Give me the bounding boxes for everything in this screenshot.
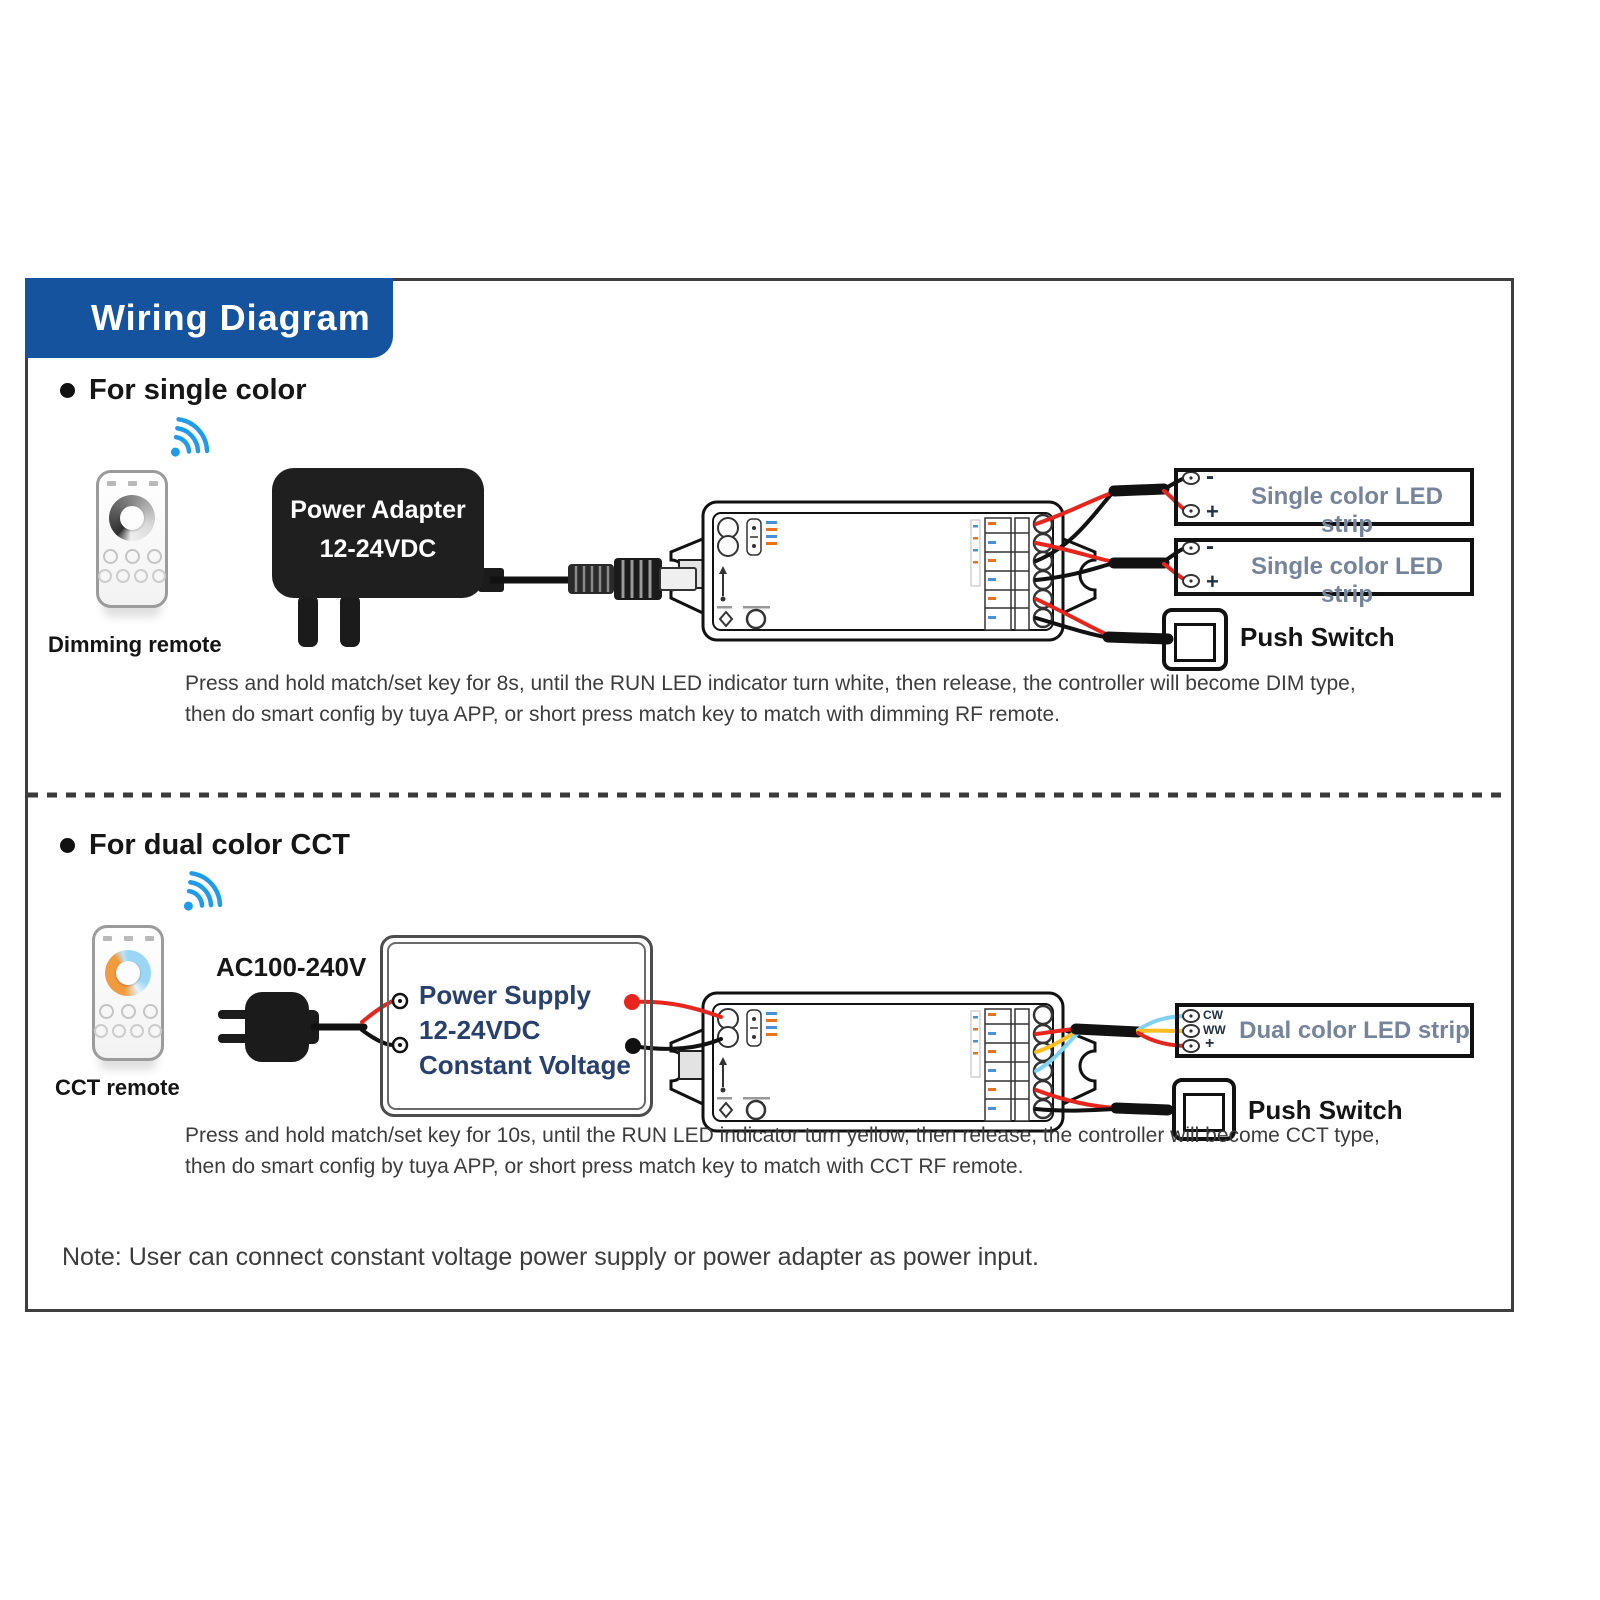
remote-top-buttons [107,481,158,486]
dc-barrel-plug [478,558,696,600]
adapter-prongs [298,595,360,647]
footer-note: Note: User can connect constant voltage power supply or power adapter as power input. [62,1243,1039,1271]
ac-plug [218,992,364,1062]
power-supply-title: Power Supply [419,980,591,1010]
page-title: Wiring Diagram [91,297,371,338]
strip1-minus-mark: - [1206,463,1214,490]
dimming-remote-label: Dimming remote [48,632,222,657]
push-switch-label: Push Switch [1240,622,1395,652]
bullet-icon [60,838,75,853]
remote-buttons-row [98,569,166,583]
cct-remote-label: CCT remote [55,1075,180,1100]
power-adapter-voltage: 12-24VDC [319,535,437,563]
power-adapter [272,468,484,598]
cct-remote [92,925,164,1061]
led-strip-label: Single color LED strip [1250,483,1444,538]
led-strip-label: Dual color LED strip [1239,1017,1470,1044]
remote-buttons-row [99,1004,158,1019]
description-line: Press and hold match/set key for 10s, until the RUN LED indicator turn yellow, then release, the controller will become CCT type, [185,1124,1380,1147]
push-switch-button [1174,623,1216,662]
ww-terminal-label: WW [1203,1023,1226,1037]
push-switch-label: Push Switch [1248,1095,1403,1125]
plus-terminal-label: + [1205,1035,1215,1052]
wifi-icon [157,414,213,470]
led-controller [671,502,1095,640]
section-heading-label: For single color [89,374,307,406]
power-adapter-title: Power Adapter [290,496,466,524]
strip1-plus-mark: + [1206,499,1219,524]
title-banner [25,278,393,358]
led-strip-label: Single color LED strip [1250,553,1444,608]
remote-top-buttons [103,936,154,941]
remote-buttons-row [103,549,162,564]
power-supply-type: Constant Voltage [419,1050,631,1080]
bullet-icon [60,383,75,398]
cw-terminal-label: CW [1203,1008,1223,1022]
description-line: then do smart config by tuya APP, or short press match key to match with dimming RF remote. [185,703,1060,726]
section-heading-single-color [60,374,307,407]
wifi-icon [170,868,226,924]
dimming-dial [109,495,155,541]
description-line: then do smart config by tuya APP, or short press match key to match with CCT RF remote. [185,1155,1024,1178]
led-controller [671,993,1095,1131]
remote-buttons-row [94,1024,162,1038]
section-heading-label: For dual color CCT [89,829,350,861]
ac-voltage-label: AC100-240V [216,952,367,982]
cct-dial [105,950,151,996]
strip2-plus-mark: + [1206,569,1219,594]
dimming-remote [96,470,168,608]
cct-description [185,1120,1455,1182]
power-supply-voltage: 12-24VDC [419,1015,541,1045]
section-heading-dual-color [60,829,350,862]
led-strip-1 [1174,468,1474,538]
push-switch [1162,608,1228,671]
single-color-description [185,668,1455,730]
description-line: Press and hold match/set key for 8s, until the RUN LED indicator turn white, then release, the controller will become DIM type, [185,672,1356,695]
led-strip-2 [1174,538,1474,608]
strip2-minus-mark: - [1206,533,1214,560]
power-supply [380,935,653,1117]
